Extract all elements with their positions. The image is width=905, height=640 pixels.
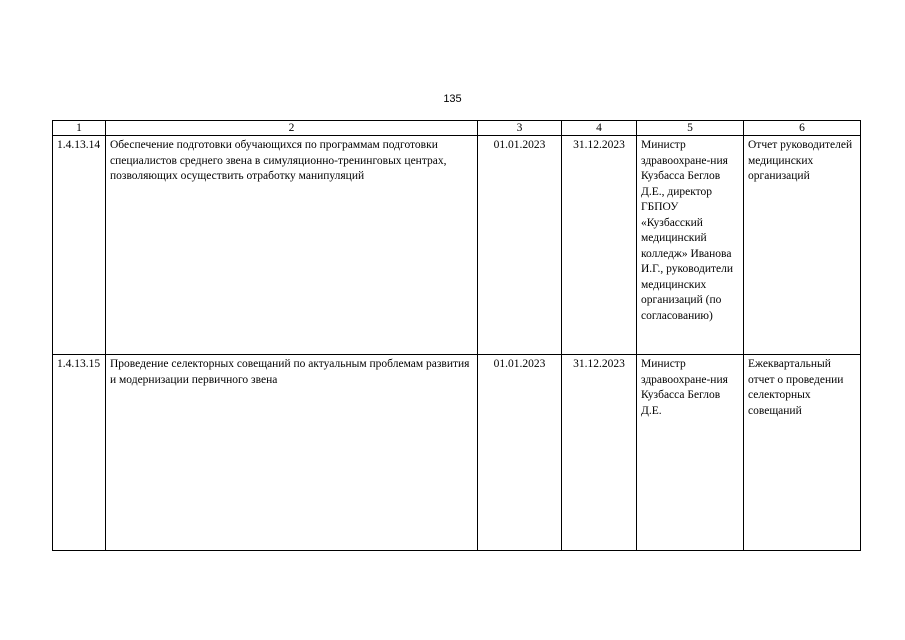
cell-end-date: 31.12.2023 [562, 136, 637, 355]
plan-table [52, 120, 861, 551]
table-row [53, 136, 861, 355]
table-row [53, 355, 861, 551]
table-header-row [53, 121, 861, 136]
column-header-number: 1 [53, 121, 106, 136]
cell-start-date: 01.01.2023 [478, 136, 562, 355]
column-header-start-date: 3 [478, 121, 562, 136]
cell-end-date: 31.12.2023 [562, 355, 637, 551]
column-header-end-date: 4 [562, 121, 637, 136]
column-header-result: 6 [744, 121, 861, 136]
cell-description: Проведение селекторных совещаний по актуальным проблемам развития и модернизации первичного звена [106, 355, 478, 551]
cell-responsible: Министр здравоохране-ния Кузбасса Беглов Д.Е., директор ГБПОУ «Кузбасский медицинский колледж» Иванова И.Г., руководители медицинских организаций (по согласованию) [637, 136, 744, 355]
cell-result: Ежеквартальный отчет о проведении селекторных совещаний [744, 355, 861, 551]
cell-number: 1.4.13.14 [53, 136, 106, 355]
cell-responsible: Министр здравоохране-ния Кузбасса Беглов Д.Е. [637, 355, 744, 551]
cell-start-date: 01.01.2023 [478, 355, 562, 551]
page-number: 135 [443, 93, 462, 105]
column-header-responsible: 5 [637, 121, 744, 136]
cell-result: Отчет руководителей медицинских организаций [744, 136, 861, 355]
cell-number: 1.4.13.15 [53, 355, 106, 551]
cell-description: Обеспечение подготовки обучающихся по программам подготовки специалистов среднего звена в симуляционно-тренинговых центрах, позволяющих осуществить отработку манипуляций [106, 136, 478, 355]
column-header-description: 2 [106, 121, 478, 136]
